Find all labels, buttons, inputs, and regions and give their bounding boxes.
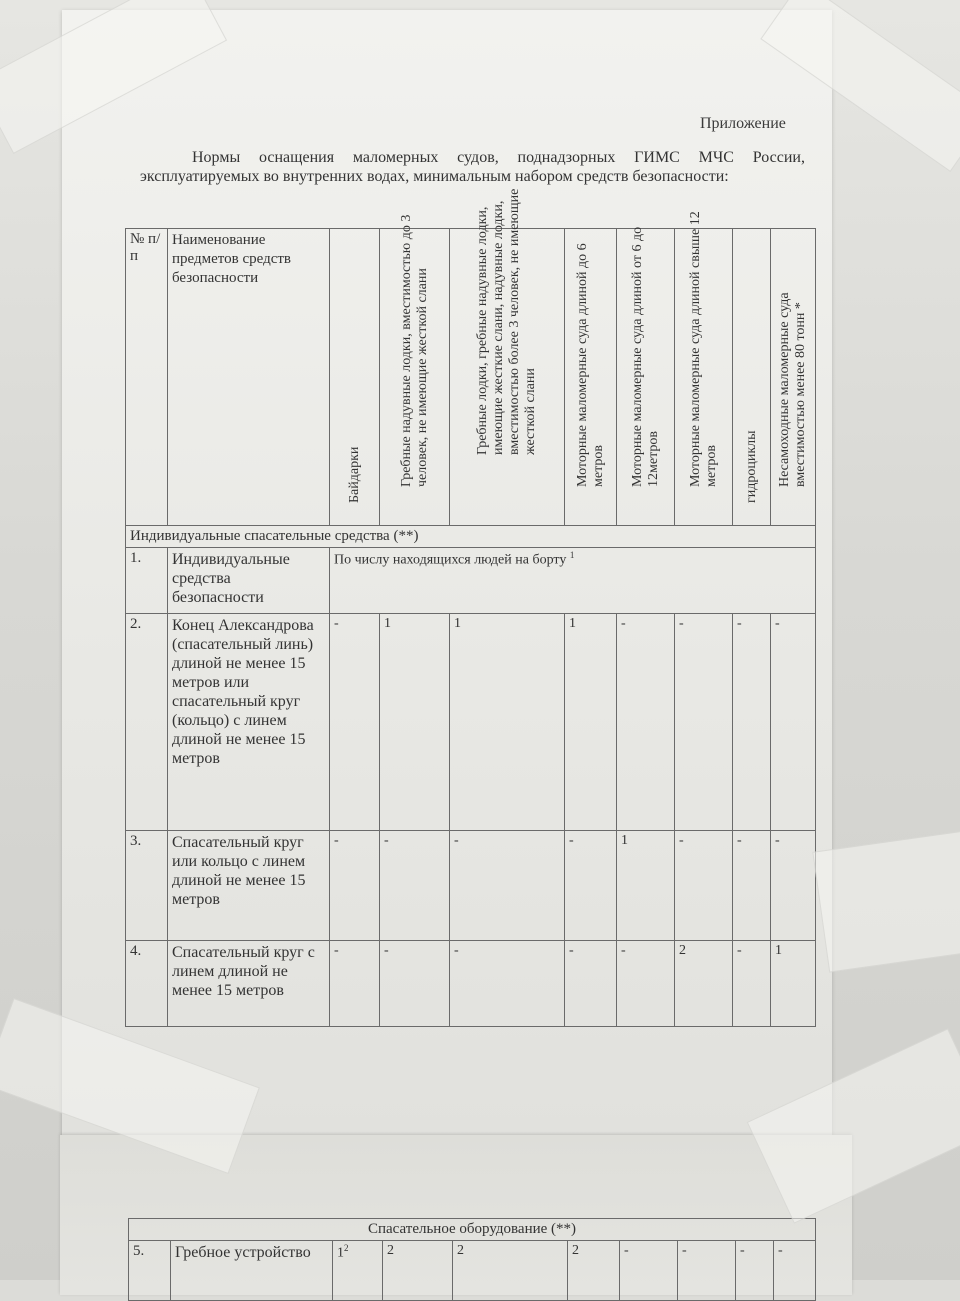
cell-value: - bbox=[736, 1241, 774, 1301]
cell-value: - bbox=[774, 1241, 816, 1301]
vheader-rowing-boats: Гребные лодки, гребные надувные лодки, имеющие жесткие слани, надувные лодки, вместимостью более 3 человек, не имеющие жесткой слани bbox=[475, 188, 538, 455]
vheader-cell bbox=[330, 229, 380, 526]
cell-value: - bbox=[733, 941, 771, 1027]
cell-value: 1 bbox=[565, 614, 617, 831]
cell-value: - bbox=[565, 941, 617, 1027]
row-number: 1. bbox=[126, 548, 168, 614]
vheader-jetski: гидроциклы bbox=[743, 430, 759, 503]
table-row bbox=[129, 1241, 816, 1301]
cell-value: - bbox=[733, 831, 771, 941]
vheader-cell bbox=[733, 229, 771, 526]
row-number: 2. bbox=[126, 614, 168, 831]
cell-value-text: 1 bbox=[337, 1245, 344, 1261]
span-sup: 1 bbox=[569, 550, 575, 560]
cell-value: - bbox=[565, 831, 617, 941]
table-row bbox=[126, 831, 816, 941]
cell-value: - bbox=[617, 614, 675, 831]
row-name: Конец Александрова (спасательный линь) длиной не менее 15 метров или спасательный круг (кольцо) с линем длиной не менее 15 метров bbox=[168, 614, 330, 831]
vheader-inflatable-small: Гребные надувные лодки, вместимостью до 3 человек, не имеющие жесткой слани bbox=[398, 214, 430, 487]
cell-value: - bbox=[330, 614, 380, 831]
cell-value: - bbox=[771, 831, 816, 941]
cell-value bbox=[333, 1241, 383, 1301]
norms-table bbox=[125, 188, 816, 1027]
cell-value: 1 bbox=[450, 614, 565, 831]
vheader-nonself: Несамоходные маломерные суда вместимостью менее 80 тонн * bbox=[777, 292, 808, 487]
cell-value: 2 bbox=[383, 1241, 453, 1301]
section-row bbox=[126, 526, 816, 548]
cell-value: 2 bbox=[675, 941, 733, 1027]
tape-strip bbox=[812, 829, 960, 972]
vheader-motor-6-12: Моторные маломерные суда длиной от 6 до 12метров bbox=[629, 226, 661, 487]
vheader-motor-12: Моторные маломерные суда длиной свыше 12 метров bbox=[687, 211, 719, 487]
cell-value: 1 bbox=[771, 941, 816, 1027]
section-title: Спасательное оборудование (**) bbox=[129, 1219, 816, 1241]
col-name-header: Наименование предметов средств безопасности bbox=[168, 229, 330, 526]
vheader-cell bbox=[675, 211, 733, 526]
row-number: 3. bbox=[126, 831, 168, 941]
col-num-header: № п/п bbox=[126, 229, 168, 526]
cell-value: - bbox=[450, 831, 565, 941]
cell-value: - bbox=[678, 1241, 736, 1301]
vheader-motor-6: Моторные маломерные суда длиной до 6 метров bbox=[574, 243, 606, 487]
row-number: 4. bbox=[126, 941, 168, 1027]
cell-sup: 2 bbox=[344, 1243, 349, 1253]
vheader-kayaks: Байдарки bbox=[346, 446, 362, 503]
vheader-cell bbox=[450, 188, 565, 526]
row-span-note bbox=[330, 548, 816, 614]
cell-value: 1 bbox=[617, 831, 675, 941]
table-row bbox=[126, 548, 816, 614]
cell-value: - bbox=[380, 941, 450, 1027]
cell-value: 2 bbox=[453, 1241, 568, 1301]
cell-value: 1 bbox=[380, 614, 450, 831]
intro-paragraph: Нормы оснащения маломерных судов, поднадзорных ГИМС МЧС России, эксплуатируемых во внутренних водах, минимальным набором средств безопасности: bbox=[140, 149, 805, 185]
cell-value: - bbox=[675, 614, 733, 831]
vheader-cell bbox=[380, 214, 450, 526]
vheader-cell bbox=[771, 229, 816, 526]
cell-value: - bbox=[380, 831, 450, 941]
vheader-cell bbox=[617, 226, 675, 526]
header-row bbox=[126, 229, 816, 526]
cell-value: - bbox=[620, 1241, 678, 1301]
row-name: Гребное устройство bbox=[171, 1241, 333, 1301]
cell-value: - bbox=[330, 831, 380, 941]
cell-value: - bbox=[450, 941, 565, 1027]
cell-value: - bbox=[771, 614, 816, 831]
span-text: По числу находящихся людей на борту bbox=[334, 552, 567, 568]
cell-value: 2 bbox=[568, 1241, 620, 1301]
row-name: Индивидуальные средства безопасности bbox=[168, 548, 330, 614]
table-row bbox=[126, 941, 816, 1027]
cell-value: - bbox=[330, 941, 380, 1027]
row-name: Спасательный круг с линем длиной не менее 15 метров bbox=[168, 941, 330, 1027]
appendix-label: Приложение bbox=[700, 115, 786, 132]
cell-value: - bbox=[733, 614, 771, 831]
equipment-table bbox=[128, 1218, 816, 1301]
row-number: 5. bbox=[129, 1241, 171, 1301]
section-row bbox=[129, 1219, 816, 1241]
cell-value: - bbox=[675, 831, 733, 941]
vheader-cell bbox=[565, 229, 617, 526]
row-name: Спасательный круг или кольцо с линем длиной не менее 15 метров bbox=[168, 831, 330, 941]
cell-value: - bbox=[617, 941, 675, 1027]
section-title: Индивидуальные спасательные средства (**) bbox=[126, 526, 816, 548]
table-row bbox=[126, 614, 816, 831]
